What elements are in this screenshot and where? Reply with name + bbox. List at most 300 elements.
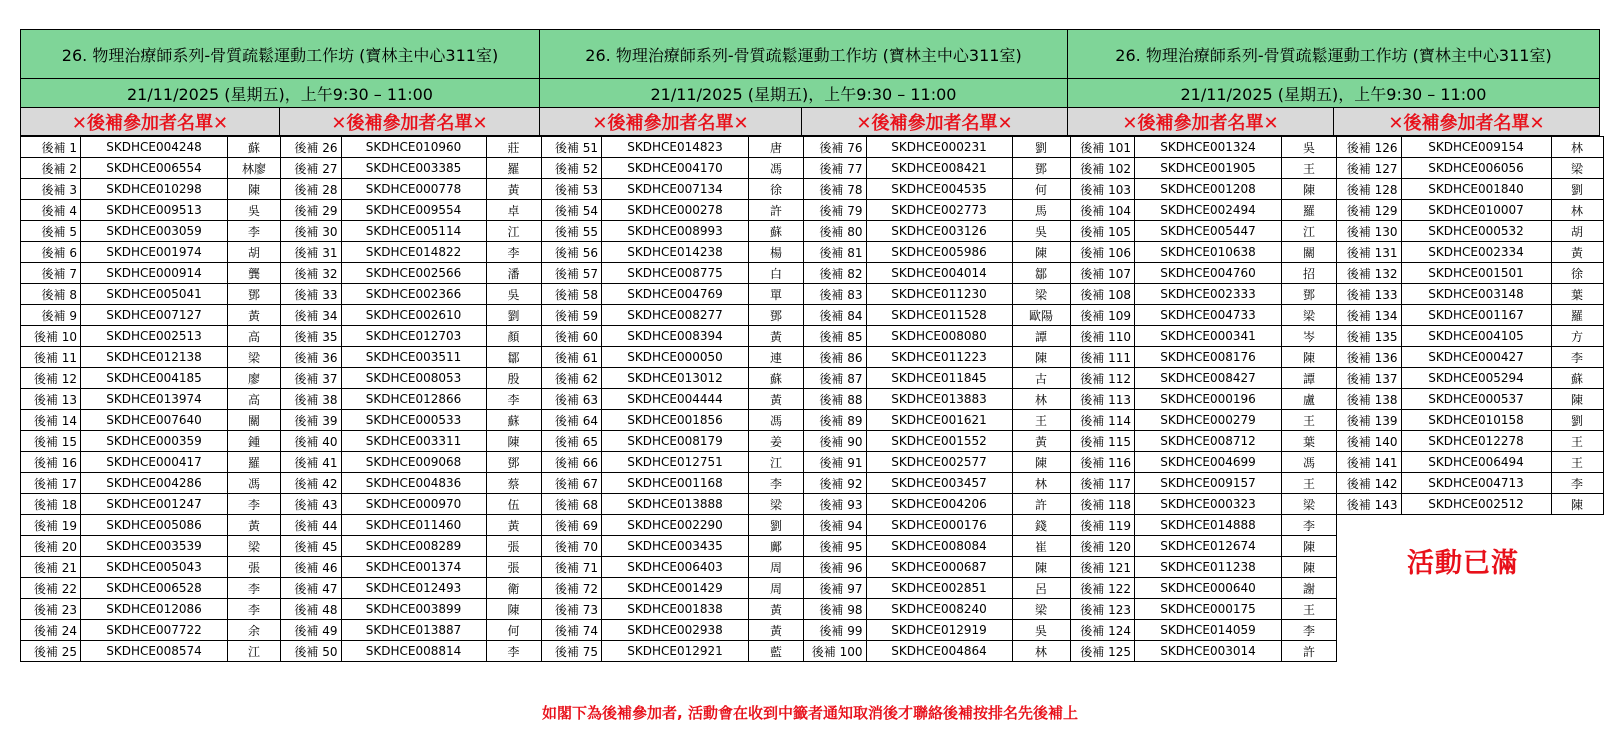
waitlist-number: 後補 30: [281, 221, 341, 242]
waitlist-number: 後補 131: [1337, 242, 1401, 263]
waiting-list-header-row: [20, 108, 1600, 136]
member-code: SKDHCE000175: [1135, 599, 1282, 620]
member-code: SKDHCE004014: [866, 263, 1012, 284]
table-row: [542, 557, 804, 578]
member-surname: 吳: [486, 284, 541, 305]
member-surname: 莊: [486, 137, 541, 158]
table-row: [21, 263, 281, 284]
member-code: SKDHCE000278: [602, 200, 749, 221]
member-code: SKDHCE002290: [602, 515, 749, 536]
table-row: [281, 242, 541, 263]
table-row: [281, 494, 541, 515]
table-row: [281, 473, 541, 494]
member-surname: 陳: [486, 431, 541, 452]
waitlist-number: 後補 107: [1071, 263, 1135, 284]
table-row: [21, 473, 281, 494]
member-code: SKDHCE005294: [1401, 368, 1551, 389]
table-row: [1071, 473, 1337, 494]
member-code: SKDHCE000427: [1401, 347, 1551, 368]
member-code: SKDHCE000279: [1135, 410, 1282, 431]
waitlist-number: 後補 49: [281, 620, 341, 641]
member-surname: 蘇: [749, 221, 804, 242]
member-code: SKDHCE008277: [602, 305, 749, 326]
member-surname: 卓: [486, 200, 541, 221]
table-row: [542, 641, 804, 662]
member-code: SKDHCE004170: [602, 158, 749, 179]
member-surname: 李: [1282, 515, 1337, 536]
table-row: [542, 368, 804, 389]
table-row: [1071, 263, 1337, 284]
member-code: SKDHCE012866: [341, 389, 486, 410]
member-code: SKDHCE000341: [1135, 326, 1282, 347]
member-surname: 梁: [1282, 494, 1337, 515]
member-surname: 梁: [1012, 599, 1070, 620]
table-row: [804, 200, 1070, 221]
waitlist-number: 後補 142: [1337, 473, 1401, 494]
member-code: SKDHCE002773: [866, 200, 1012, 221]
waitlist-number: 後補 127: [1337, 158, 1401, 179]
table-row: [542, 389, 804, 410]
member-code: SKDHCE001974: [81, 242, 228, 263]
waitlist-number: 後補 29: [281, 200, 341, 221]
member-surname: 陳: [1282, 179, 1337, 200]
member-surname: 劉: [1551, 179, 1603, 200]
table-row: [542, 200, 804, 221]
member-surname: 陳: [1012, 347, 1070, 368]
waitlist-number: 後補 112: [1071, 368, 1135, 389]
waitlist-number: 後補 59: [542, 305, 602, 326]
waitlist-number: 後補 105: [1071, 221, 1135, 242]
member-surname: 王: [1551, 452, 1603, 473]
member-surname: 潘: [486, 263, 541, 284]
waiting-list-block: [804, 136, 1071, 662]
member-code: SKDHCE003311: [341, 431, 486, 452]
table-row: [1337, 347, 1603, 368]
waitlist-number: 後補 66: [542, 452, 602, 473]
waitlist-number: 後補 92: [804, 473, 866, 494]
member-surname: 吳: [1012, 221, 1070, 242]
waitlist-number: 後補 69: [542, 515, 602, 536]
member-code: SKDHCE005086: [81, 515, 228, 536]
member-surname: 蘇: [749, 368, 804, 389]
member-code: SKDHCE011845: [866, 368, 1012, 389]
member-code: SKDHCE012674: [1135, 536, 1282, 557]
member-surname: 蘇: [486, 410, 541, 431]
member-surname: 連: [749, 347, 804, 368]
waitlist-number: 後補 103: [1071, 179, 1135, 200]
waitlist-number: 後補 36: [281, 347, 341, 368]
table-row: [1071, 326, 1337, 347]
member-surname: 李: [749, 473, 804, 494]
member-code: SKDHCE003014: [1135, 641, 1282, 662]
member-surname: 楊: [749, 242, 804, 263]
waitlist-number: 後補 17: [21, 473, 81, 494]
member-surname: 龔: [228, 263, 281, 284]
table-row: [1071, 557, 1337, 578]
member-code: SKDHCE003385: [341, 158, 486, 179]
member-surname: 黃: [749, 389, 804, 410]
member-surname: 馮: [1282, 452, 1337, 473]
waitlist-number: 後補 45: [281, 536, 341, 557]
table-row: [21, 179, 281, 200]
member-code: SKDHCE008080: [866, 326, 1012, 347]
member-code: SKDHCE012919: [866, 620, 1012, 641]
table-row: [21, 599, 281, 620]
member-code: SKDHCE000532: [1401, 221, 1551, 242]
member-surname: 高: [228, 389, 281, 410]
member-code: SKDHCE012138: [81, 347, 228, 368]
waitlist-number: 後補 60: [542, 326, 602, 347]
table-row: [1071, 389, 1337, 410]
waitlist-number: 後補 86: [804, 347, 866, 368]
member-code: SKDHCE000176: [866, 515, 1012, 536]
waitlist-number: 後補 135: [1337, 326, 1401, 347]
member-code: SKDHCE002333: [1135, 284, 1282, 305]
waitlist-number: 後補 35: [281, 326, 341, 347]
waitlist-number: 後補 101: [1071, 137, 1135, 158]
waitlist-number: 後補 33: [281, 284, 341, 305]
table-row: [804, 179, 1070, 200]
waitlist-number: 後補 76: [804, 137, 866, 158]
waitlist-number: 後補 113: [1071, 389, 1135, 410]
member-code: SKDHCE003899: [341, 599, 486, 620]
waitlist-number: 後補 50: [281, 641, 341, 662]
waitlist-number: 後補 140: [1337, 431, 1401, 452]
member-surname: 羅: [228, 452, 281, 473]
table-row: [542, 452, 804, 473]
table-row: [1071, 620, 1337, 641]
member-surname: 蔡: [486, 473, 541, 494]
waitlist-number: 後補 72: [542, 578, 602, 599]
member-surname: 岑: [1282, 326, 1337, 347]
member-surname: 關: [228, 410, 281, 431]
table-row: [281, 557, 541, 578]
waitlist-number: 後補 34: [281, 305, 341, 326]
waitlist-number: 後補 9: [21, 305, 81, 326]
waitlist-number: 後補 121: [1071, 557, 1135, 578]
member-surname: 余: [228, 620, 281, 641]
member-code: SKDHCE013887: [341, 620, 486, 641]
table-row: [542, 494, 804, 515]
member-code: SKDHCE000687: [866, 557, 1012, 578]
member-code: SKDHCE012086: [81, 599, 228, 620]
member-code: SKDHCE011230: [866, 284, 1012, 305]
waitlist-number: 後補 32: [281, 263, 341, 284]
waitlist-number: 後補 53: [542, 179, 602, 200]
member-surname: 王: [1282, 473, 1337, 494]
member-code: SKDHCE008084: [866, 536, 1012, 557]
table-row: [21, 368, 281, 389]
member-surname: 鄒: [1012, 263, 1070, 284]
waitlist-number: 後補 75: [542, 641, 602, 662]
waitlist-number: 後補 5: [21, 221, 81, 242]
member-surname: 江: [228, 641, 281, 662]
waitlist-number: 後補 64: [542, 410, 602, 431]
table-row: [21, 284, 281, 305]
member-code: SKDHCE008712: [1135, 431, 1282, 452]
member-code: SKDHCE002851: [866, 578, 1012, 599]
waitlist-number: 後補 120: [1071, 536, 1135, 557]
member-code: SKDHCE000359: [81, 431, 228, 452]
waiting-list-header: ✕後補參加者名單✕: [540, 108, 802, 136]
member-surname: 林: [1012, 389, 1070, 410]
member-code: SKDHCE008289: [341, 536, 486, 557]
waitlist-number: 後補 26: [281, 137, 341, 158]
table-row: [542, 137, 804, 158]
member-surname: 江: [486, 221, 541, 242]
waitlist-number: 後補 89: [804, 410, 866, 431]
table-row: [542, 284, 804, 305]
waitlist-number: 後補 13: [21, 389, 81, 410]
waitlist-number: 後補 88: [804, 389, 866, 410]
member-surname: 陳: [1551, 494, 1603, 515]
member-surname: 江: [1282, 221, 1337, 242]
table-row: [21, 389, 281, 410]
waitlist-number: 後補 71: [542, 557, 602, 578]
table-row: [804, 494, 1070, 515]
waitlist-number: 後補 141: [1337, 452, 1401, 473]
member-code: SKDHCE000196: [1135, 389, 1282, 410]
waitlist-number: 後補 27: [281, 158, 341, 179]
member-surname: 伍: [486, 494, 541, 515]
table-row: [542, 431, 804, 452]
table-row: [542, 473, 804, 494]
table-row: [21, 200, 281, 221]
member-code: SKDHCE003511: [341, 347, 486, 368]
table-row: [542, 179, 804, 200]
table-row: [281, 326, 541, 347]
member-surname: 梁: [228, 347, 281, 368]
waitlist-number: 後補 61: [542, 347, 602, 368]
member-surname: 梁: [749, 494, 804, 515]
waitlist-number: 後補 102: [1071, 158, 1135, 179]
waiting-list-header: ✕後補參加者名單✕: [20, 108, 280, 136]
waitlist-number: 後補 58: [542, 284, 602, 305]
waiting-list-block: [1071, 136, 1338, 662]
member-surname: 葉: [1551, 284, 1603, 305]
table-row: [1337, 284, 1603, 305]
member-surname: 羅: [1551, 305, 1603, 326]
member-code: SKDHCE003059: [81, 221, 228, 242]
table-row: [1337, 200, 1603, 221]
member-code: SKDHCE001167: [1401, 305, 1551, 326]
member-code: SKDHCE008427: [1135, 368, 1282, 389]
table-row: [804, 263, 1070, 284]
member-surname: 梁: [1551, 158, 1603, 179]
member-code: SKDHCE004286: [81, 473, 228, 494]
waitlist-number: 後補 80: [804, 221, 866, 242]
table-row: [21, 620, 281, 641]
table-row: [281, 221, 541, 242]
member-code: SKDHCE000323: [1135, 494, 1282, 515]
table-row: [281, 536, 541, 557]
waitlist-number: 後補 98: [804, 599, 866, 620]
table-row: [281, 641, 541, 662]
member-code: SKDHCE004713: [1401, 473, 1551, 494]
event-title: 26. 物理治療師系列-骨質疏鬆運動工作坊 (寶林主中心311室): [1068, 29, 1600, 79]
member-surname: 謝: [1282, 578, 1337, 599]
waitlist-number: 後補 133: [1337, 284, 1401, 305]
member-code: SKDHCE004733: [1135, 305, 1282, 326]
table-row: [281, 389, 541, 410]
member-surname: 黃: [749, 326, 804, 347]
table-row: [804, 242, 1070, 263]
member-code: SKDHCE001324: [1135, 137, 1282, 158]
member-surname: 張: [486, 536, 541, 557]
waitlist-number: 後補 43: [281, 494, 341, 515]
member-code: SKDHCE005114: [341, 221, 486, 242]
member-code: SKDHCE001208: [1135, 179, 1282, 200]
member-code: SKDHCE004535: [866, 179, 1012, 200]
member-surname: 周: [749, 557, 804, 578]
member-surname: 鄧: [228, 284, 281, 305]
waiting-list-header: ✕後補參加者名單✕: [280, 108, 540, 136]
waitlist-number: 後補 94: [804, 515, 866, 536]
waiting-list-block: [20, 136, 281, 662]
waitlist-number: 後補 22: [21, 578, 81, 599]
table-row: [1071, 200, 1337, 221]
member-surname: 何: [486, 620, 541, 641]
table-row: [281, 410, 541, 431]
member-surname: 高: [228, 326, 281, 347]
waiting-list-blocks: [20, 136, 1600, 662]
member-surname: 李: [486, 242, 541, 263]
member-surname: 徐: [1551, 263, 1603, 284]
waitlist-number: 後補 3: [21, 179, 81, 200]
table-row: [21, 221, 281, 242]
member-surname: 林: [1551, 200, 1603, 221]
waitlist-number: 後補 83: [804, 284, 866, 305]
waitlist-number: 後補 100: [804, 641, 866, 662]
table-row: [1071, 641, 1337, 662]
waitlist-number: 後補 68: [542, 494, 602, 515]
event-date-time: 21/11/2025 (星期五)，上午9:30 – 11:00: [540, 79, 1068, 108]
table-row: [1337, 452, 1603, 473]
waitlist-number: 後補 82: [804, 263, 866, 284]
member-code: SKDHCE002513: [81, 326, 228, 347]
table-row: [1071, 494, 1337, 515]
member-code: SKDHCE002366: [341, 284, 486, 305]
member-surname: 許: [1012, 494, 1070, 515]
table-row: [281, 284, 541, 305]
waitlist-number: 後補 18: [21, 494, 81, 515]
member-surname: 唐: [749, 137, 804, 158]
member-code: SKDHCE012278: [1401, 431, 1551, 452]
member-surname: 胡: [1551, 221, 1603, 242]
table-row: [1071, 284, 1337, 305]
member-code: SKDHCE000640: [1135, 578, 1282, 599]
member-surname: 呂: [1012, 578, 1070, 599]
table-row: [804, 221, 1070, 242]
member-surname: 馮: [749, 158, 804, 179]
table-row: [804, 368, 1070, 389]
member-code: SKDHCE014888: [1135, 515, 1282, 536]
member-code: SKDHCE004185: [81, 368, 228, 389]
table-row: [542, 263, 804, 284]
table-row: [281, 431, 541, 452]
member-code: SKDHCE004864: [866, 641, 1012, 662]
waitlist-number: 後補 7: [21, 263, 81, 284]
waitlist-number: 後補 81: [804, 242, 866, 263]
waitlist-number: 後補 124: [1071, 620, 1135, 641]
member-surname: 林: [1551, 137, 1603, 158]
waitlist-number: 後補 139: [1337, 410, 1401, 431]
table-row: [1071, 578, 1337, 599]
waitlist-number: 後補 10: [21, 326, 81, 347]
member-surname: 關: [1282, 242, 1337, 263]
waitlist-number: 後補 119: [1071, 515, 1135, 536]
table-row: [1071, 452, 1337, 473]
member-surname: 姜: [749, 431, 804, 452]
waitlist-number: 後補 132: [1337, 263, 1401, 284]
member-surname: 李: [1551, 473, 1603, 494]
waitlist-number: 後補 11: [21, 347, 81, 368]
member-code: SKDHCE003148: [1401, 284, 1551, 305]
member-surname: 李: [228, 599, 281, 620]
table-row: [21, 347, 281, 368]
waitlist-number: 後補 14: [21, 410, 81, 431]
table-row: [542, 347, 804, 368]
table-row: [21, 158, 281, 179]
waitlist-number: 後補 41: [281, 452, 341, 473]
member-code: SKDHCE002494: [1135, 200, 1282, 221]
member-surname: 崔: [1012, 536, 1070, 557]
member-surname: 江: [749, 452, 804, 473]
table-row: [1337, 368, 1603, 389]
member-code: SKDHCE004760: [1135, 263, 1282, 284]
table-row: [21, 515, 281, 536]
waitlist-number: 後補 73: [542, 599, 602, 620]
member-code: SKDHCE003126: [866, 221, 1012, 242]
member-surname: 黃: [486, 515, 541, 536]
table-row: [1071, 221, 1337, 242]
member-code: SKDHCE009068: [341, 452, 486, 473]
event-title: 26. 物理治療師系列-骨質疏鬆運動工作坊 (寶林主中心311室): [540, 29, 1068, 79]
table-row: [1071, 305, 1337, 326]
waiting-list-header: ✕後補參加者名單✕: [1068, 108, 1334, 136]
member-code: SKDHCE013974: [81, 389, 228, 410]
table-row: [281, 200, 541, 221]
waitlist-number: 後補 28: [281, 179, 341, 200]
member-surname: 盧: [1282, 389, 1337, 410]
table-row: [1337, 221, 1603, 242]
table-row: [281, 263, 541, 284]
member-surname: 鄧: [1012, 158, 1070, 179]
member-surname: 李: [1282, 620, 1337, 641]
member-surname: 黃: [749, 599, 804, 620]
member-surname: 陳: [1282, 557, 1337, 578]
member-surname: 歐陽: [1012, 305, 1070, 326]
waitlist-number: 後補 8: [21, 284, 81, 305]
waitlist-number: 後補 40: [281, 431, 341, 452]
member-surname: 鍾: [228, 431, 281, 452]
member-surname: 王: [1551, 431, 1603, 452]
table-row: [1071, 242, 1337, 263]
member-surname: 馬: [1012, 200, 1070, 221]
waitlist-number: 後補 91: [804, 452, 866, 473]
table-row: [1337, 242, 1603, 263]
event-title-row: [20, 29, 1600, 79]
member-surname: 陳: [486, 599, 541, 620]
member-surname: 羅: [1282, 200, 1337, 221]
member-surname: 李: [486, 389, 541, 410]
table-row: [804, 473, 1070, 494]
member-surname: 周: [749, 578, 804, 599]
waitlist-number: 後補 79: [804, 200, 866, 221]
waiting-list-header: ✕後補參加者名單✕: [802, 108, 1068, 136]
member-code: SKDHCE005447: [1135, 221, 1282, 242]
member-surname: 黃: [1012, 431, 1070, 452]
